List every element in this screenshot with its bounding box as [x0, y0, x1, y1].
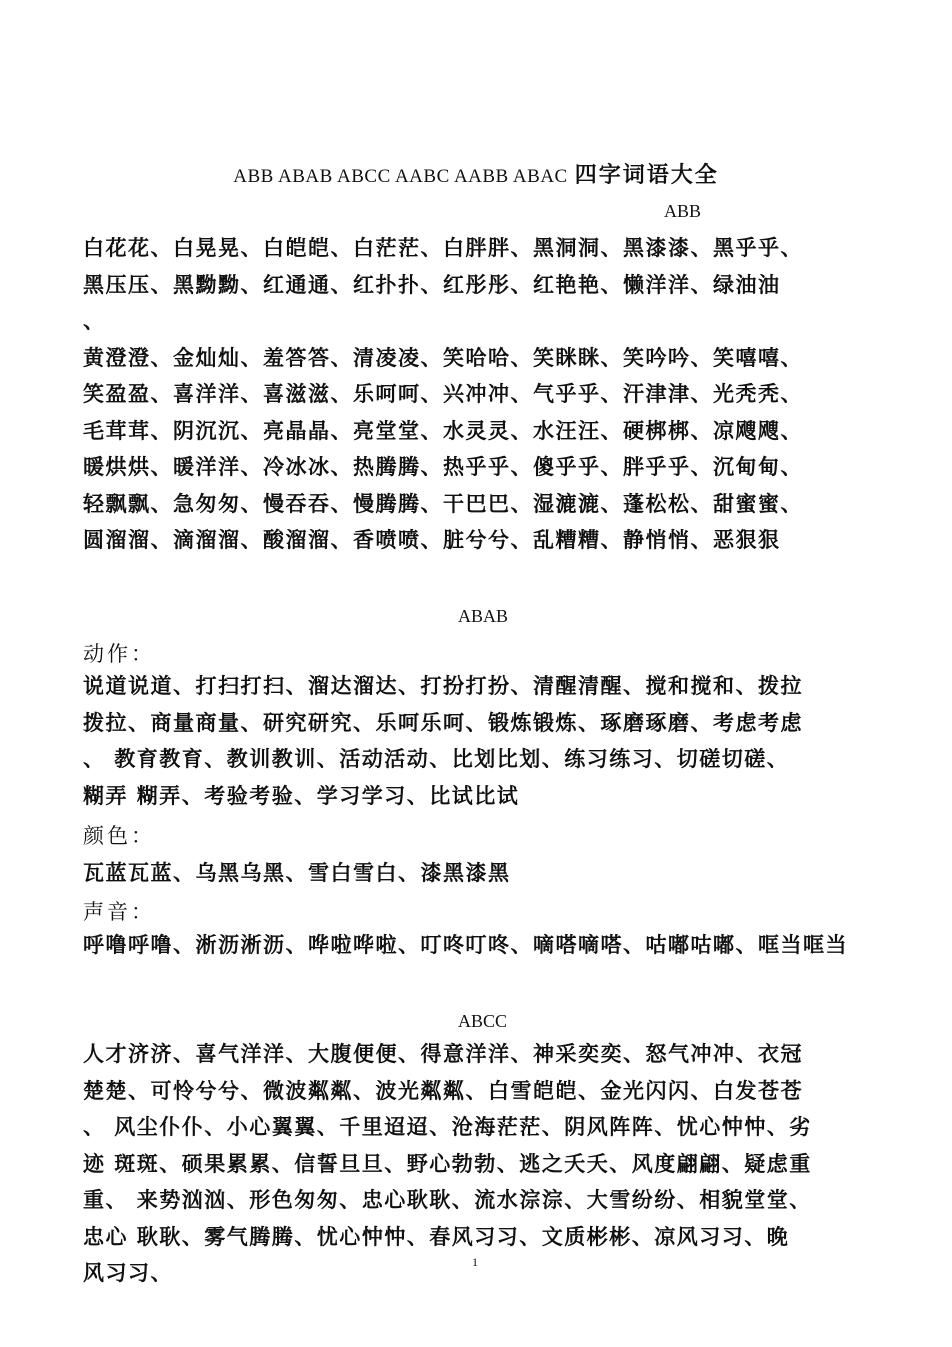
text-line: 毛茸茸、阴沉沉、亮晶晶、亮堂堂、水灵灵、水汪汪、硬梆梆、凉飕飕、	[83, 418, 803, 443]
text-line: 人才济济、喜气洋洋、大腹便便、得意洋洋、神采奕奕、怒气冲冲、衣冠	[83, 1042, 803, 1066]
title-patterns: ABB ABAB ABCC AABC AABB ABAC	[233, 166, 568, 187]
section-abab-color-body	[83, 855, 883, 892]
section-heading-abcc: ABCC	[458, 1011, 508, 1031]
text-line: 暖烘烘、暖洋洋、冷冰冰、热腾腾、热乎乎、傻乎乎、胖乎乎、沉甸甸、	[83, 455, 803, 479]
section-abb-body	[83, 230, 883, 559]
subheading-color: 颜色：	[83, 824, 155, 848]
text-line: 笑盈盈、喜洋洋、喜滋滋、乐呵呵、兴冲冲、气乎乎、汗津津、光秃秃、	[83, 382, 803, 406]
text-line: 黄澄澄、金灿灿、羞答答、清凌凌、笑哈哈、笑眯眯、笑吟吟、笑嘻嘻、	[83, 345, 803, 370]
document-title	[0, 158, 952, 189]
title-text: 四字词语大全	[574, 163, 719, 188]
section-heading-abab: ABAB	[458, 606, 509, 626]
text-line: 风习习、	[83, 1261, 173, 1285]
text-line: 瓦蓝瓦蓝、乌黑乌黑、雪白雪白、漆黑漆黑	[83, 861, 511, 885]
text-line: 圆溜溜、滴溜溜、酸溜溜、香喷喷、脏兮兮、乱糟糟、静悄悄、恶狠狠	[83, 528, 781, 552]
section-abab-action-body	[83, 668, 883, 814]
text-line: 轻飘飘、急匆匆、慢吞吞、慢腾腾、干巴巴、湿漉漉、蓬松松、甜蜜蜜、	[83, 491, 803, 516]
page-number: 1	[472, 1255, 478, 1269]
text-line: 黑压压、黑黝黝、红通通、红扑扑、红彤彤、红艳艳、懒洋洋、绿油油	[83, 272, 781, 297]
text-line: 、	[83, 309, 106, 333]
text-line: 重、 来势汹汹、形色匆匆、忠心耿耿、流水淙淙、大雪纷纷、相貌堂堂、	[83, 1188, 812, 1212]
text-line: 白花花、白晃晃、白皑皑、白茫茫、白胖胖、黑洞洞、黑漆漆、黑乎乎、	[83, 236, 803, 260]
text-line: 呼噜呼噜、淅沥淅沥、哗啦哗啦、叮咚叮咚、嘀嗒嘀嗒、咕嘟咕嘟、哐当哐当	[83, 933, 848, 957]
text-line: 楚楚、可怜兮兮、微波粼粼、波光粼粼、白雪皑皑、金光闪闪、白发苍苍	[83, 1078, 803, 1103]
text-line: 糊弄 糊弄、考验考验、学习学习、比试比试	[83, 783, 520, 808]
section-abab-sound-body	[83, 927, 883, 964]
subheading-action: 动作：	[83, 642, 155, 666]
section-abcc-body	[83, 1036, 883, 1292]
text-line: 忠心 耿耿、雾气腾腾、忧心忡忡、春风习习、文质彬彬、凉风习习、晚	[83, 1224, 790, 1249]
subheading-sound: 声音：	[83, 900, 155, 924]
text-line: 拨拉、商量商量、研究研究、乐呵乐呵、锻炼锻炼、琢磨琢磨、考虑考虑	[83, 710, 803, 735]
text-line: 、 风尘仆仆、小心翼翼、千里迢迢、沧海茫茫、阴风阵阵、忧心忡忡、劣	[83, 1115, 812, 1139]
text-line: 、 教育教育、教训教训、活动活动、比划比划、练习练习、切磋切磋、	[83, 747, 790, 771]
text-line: 说道说道、打扫打扫、溜达溜达、打扮打扮、清醒清醒、搅和搅和、拨拉	[83, 674, 803, 698]
section-heading-abb: ABB	[664, 201, 702, 221]
text-line: 迹 斑斑、硕果累累、信誓旦旦、野心勃勃、逃之夭夭、风度翩翩、疑虑重	[83, 1151, 812, 1176]
